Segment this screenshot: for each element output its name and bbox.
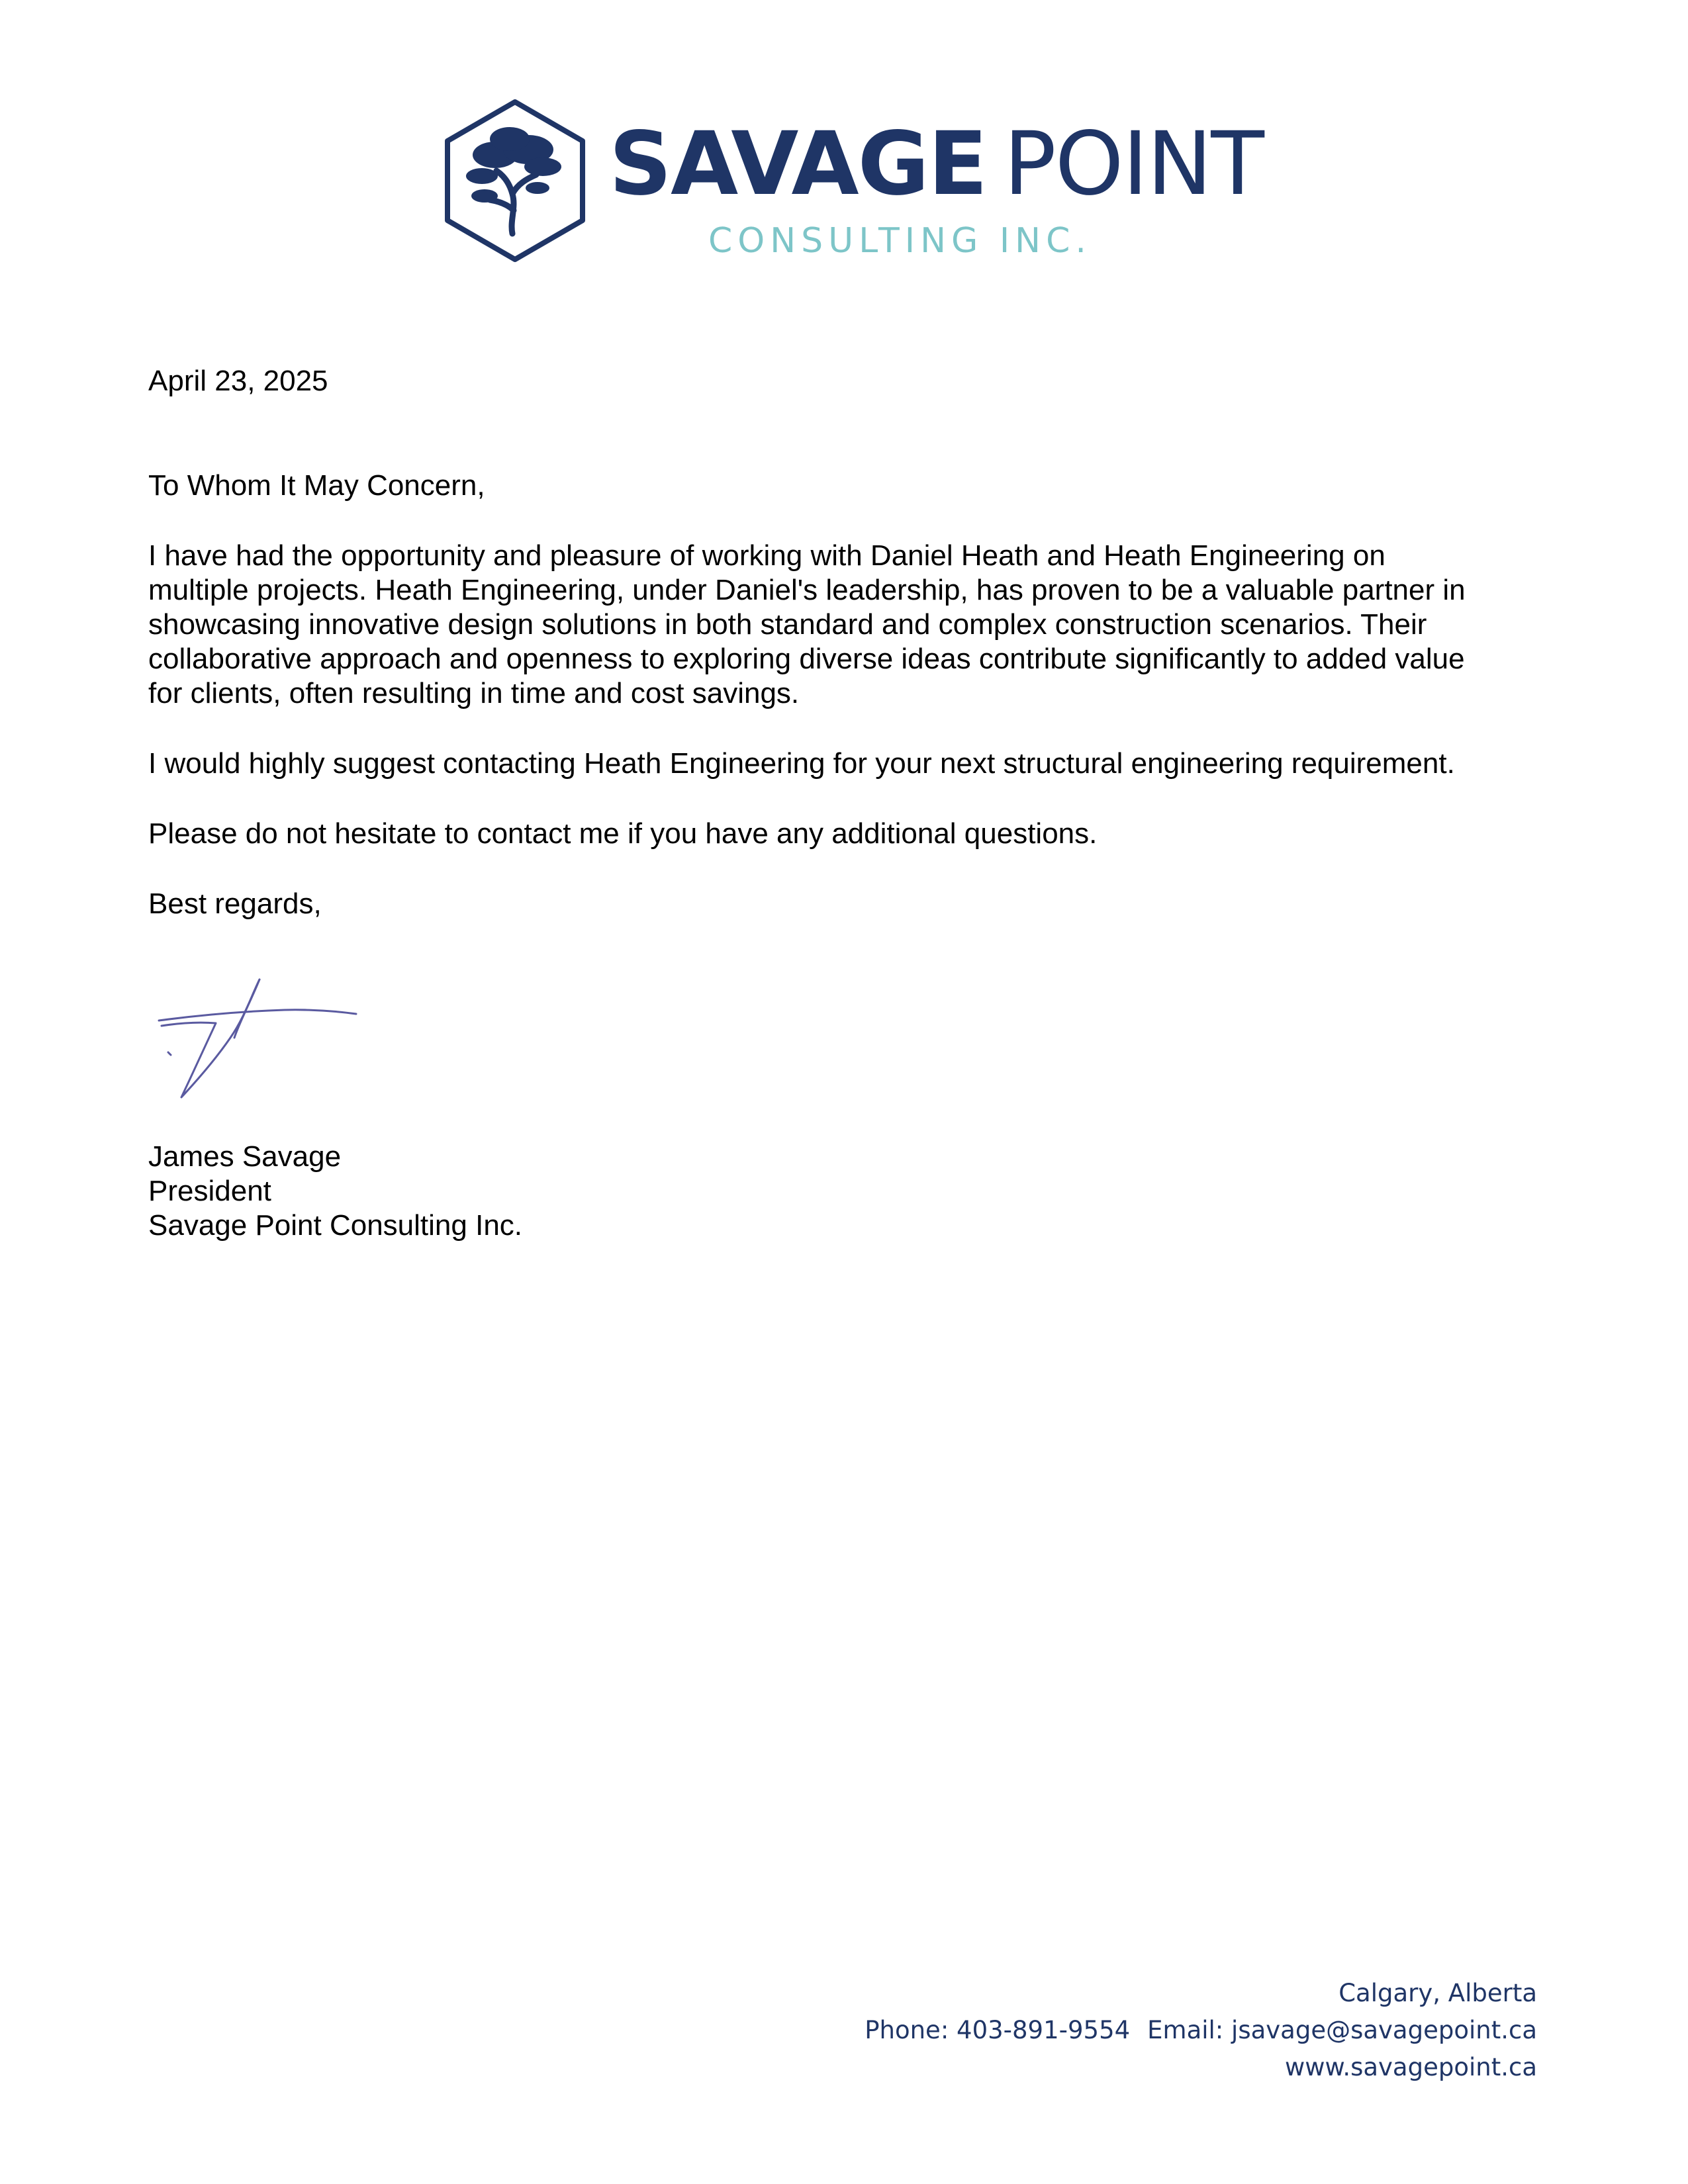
footer-website: www.savagepoint.ca xyxy=(1284,2053,1537,2081)
paragraph-line: multiple projects. Heath Engineering, under Daniel's leadership, has proven to be a valuable partner in xyxy=(148,574,1466,606)
letterhead-footer xyxy=(865,1975,1537,2086)
signer-title: President xyxy=(148,1175,271,1207)
paragraph-line: I have had the opportunity and pleasure of working with Daniel Heath and Heath Engineering on xyxy=(148,539,1385,572)
paragraph-line: collaborative approach and openness to exploring diverse ideas contribute significantly to added value xyxy=(148,643,1465,675)
paragraph-line: for clients, often resulting in time and cost savings. xyxy=(148,677,800,709)
wordmark-savage: SAVAGE xyxy=(609,113,987,215)
signer-block xyxy=(148,1140,522,1243)
handwritten-signature xyxy=(152,953,364,1112)
salutation: To Whom It May Concern, xyxy=(148,469,485,502)
signer-name: James Savage xyxy=(148,1140,342,1173)
closing: Best regards, xyxy=(148,887,322,920)
paragraph-line: showcasing innovative design solutions in both standard and complex construction scenarios. Their xyxy=(148,608,1427,641)
signer-company: Savage Point Consulting Inc. xyxy=(148,1209,523,1242)
paragraph-recommendation xyxy=(148,539,1558,711)
letter-date: April 23, 2025 xyxy=(148,365,328,397)
company-subtitle: CONSULTING INC. xyxy=(708,221,1092,261)
footer-location: Calgary, Alberta xyxy=(1338,1979,1537,2007)
tree-in-hexagon-icon xyxy=(444,98,586,263)
company-wordmark xyxy=(609,113,1263,215)
paragraph-contact: Please do not hesitate to contact me if you have any additional questions. xyxy=(148,817,1098,850)
footer-email: Email: jsavage@savagepoint.ca xyxy=(1147,2016,1537,2044)
company-logo xyxy=(444,98,1263,263)
paragraph-suggestion: I would highly suggest contacting Heath Engineering for your next structural engineering requirement. xyxy=(148,747,1455,780)
footer-phone: Phone: 403-891-9554 xyxy=(865,2016,1131,2044)
wordmark-point: POINT xyxy=(1004,113,1263,215)
footer-contact-line xyxy=(865,2012,1537,2049)
